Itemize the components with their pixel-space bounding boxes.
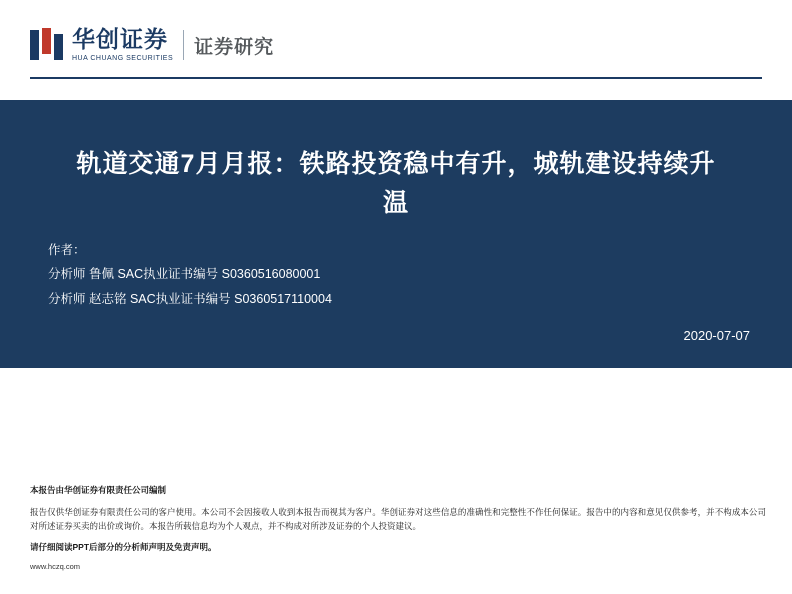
author-label: 作者： xyxy=(48,243,86,257)
title-band xyxy=(0,100,792,368)
report-date: 2020-07-07 xyxy=(683,328,750,343)
page-header xyxy=(0,0,792,88)
logo-divider xyxy=(183,30,184,60)
logo-company-name-en: HUA CHUANG SECURITIES xyxy=(72,55,174,62)
logo-subtitle: 证券研究 xyxy=(194,36,275,58)
page-title: 轨道交通7月月报：铁路投资稳中有升，城轨建设持续升温 xyxy=(76,150,716,217)
compiler-line: 本报告由华创证券有限责任公司编制 xyxy=(30,485,167,495)
author-item: 分析师 鲁佩 SAC执业证书编号 S0360516080001 xyxy=(48,267,321,282)
header-rule xyxy=(30,77,762,79)
author-block xyxy=(48,238,332,311)
website-text: www.hczq.com xyxy=(30,562,81,572)
disclaimer-text: 报告仅供华创证券有限责任公司的客户使用。本公司不会因接收人收到本报告而视其为客户。华创证券对这些信息的准确性和完整性不作任何保证。报告中的内容和意见仅供参考，并不构成本公司对所述证券买卖的出价或询价。本报告所载信息均为个人观点，并不构成对所涉及证券的个人投资建议。 xyxy=(30,506,766,532)
logo-company-name: 华创证券 xyxy=(72,26,168,52)
notice-text: 请仔细阅读PPT后部分的分析师声明及免责声明。 xyxy=(30,542,217,553)
author-item: 分析师 赵志铭 SAC执业证书编号 S0360517110004 xyxy=(48,291,332,306)
logo-mark-icon xyxy=(30,28,64,62)
brand-logo xyxy=(30,28,274,62)
page-footer xyxy=(30,484,766,571)
